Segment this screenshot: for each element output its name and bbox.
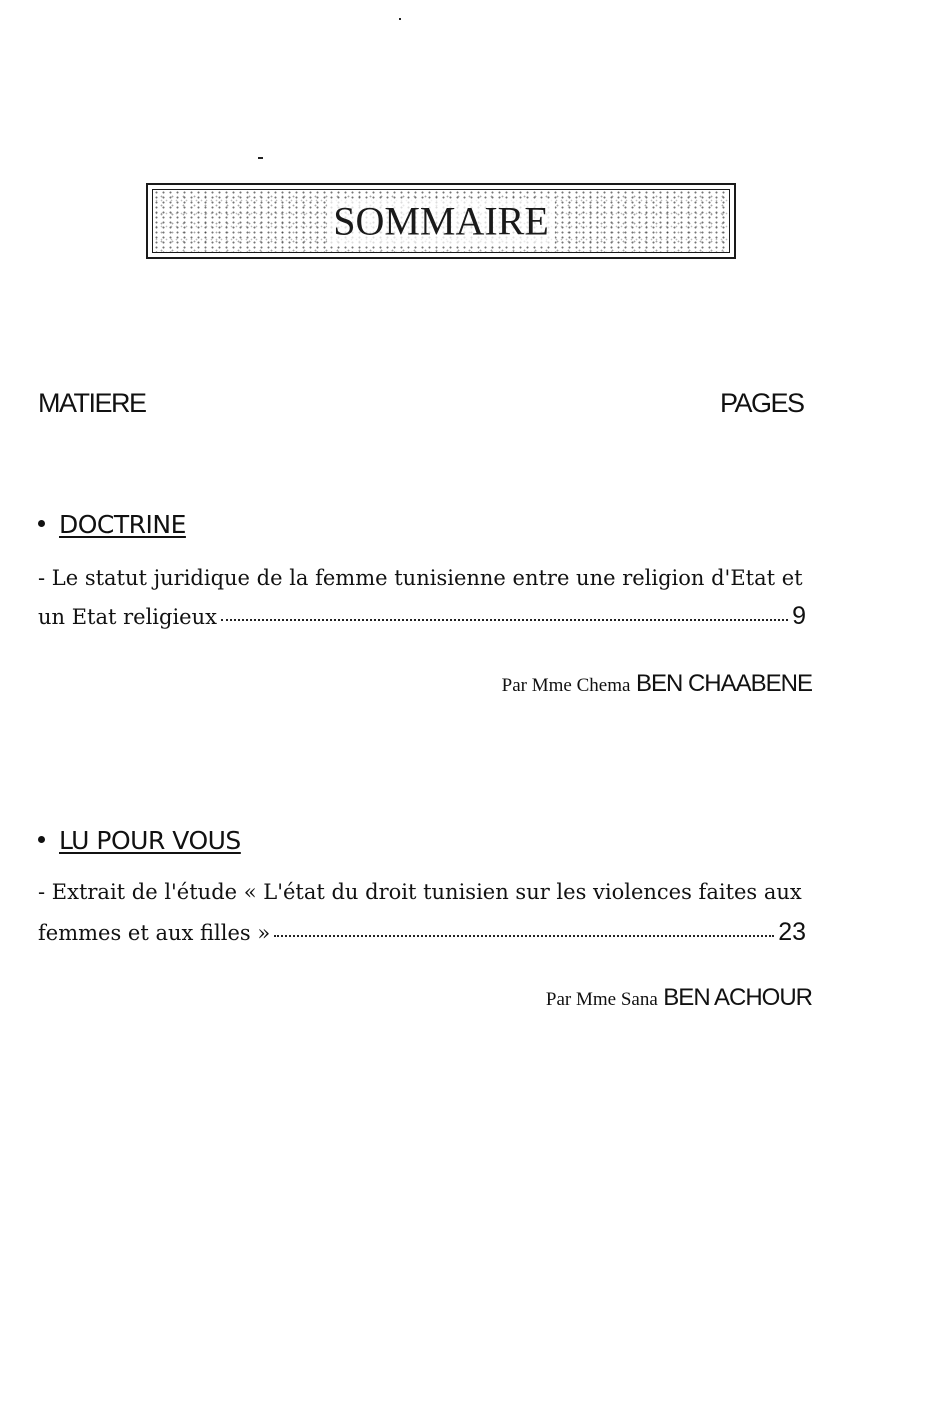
- page-title: [153, 198, 729, 245]
- section-label: DOCTRINE: [59, 510, 186, 539]
- author-name: BEN ACHOUR: [663, 984, 812, 1011]
- entry-title-line-2: femmes et aux filles »: [38, 921, 271, 945]
- column-header-pages: PAGES: [720, 388, 804, 418]
- entry-title-line-1: - Extrait de l'étude « L'état du droit tunisien sur les violences faites aux: [38, 880, 802, 904]
- scan-speck: [399, 18, 401, 20]
- author-prefix: Par Mme Sana: [545, 989, 658, 1010]
- toc-entry-row: [38, 918, 806, 947]
- author-name: BEN CHAABENE: [635, 670, 812, 697]
- bullet-icon: [38, 836, 45, 843]
- bullet-icon: [38, 520, 45, 527]
- entry-page-number: 9: [792, 602, 806, 630]
- title-inner-border: [152, 189, 730, 253]
- column-header-matiere: MATIERE: [38, 388, 146, 418]
- entry-page-number: 23: [778, 918, 806, 946]
- entry-title-line-2: un Etat religieux: [38, 605, 217, 629]
- dot-leader: [274, 934, 774, 937]
- section-heading-lu-pour-vous: [38, 826, 241, 855]
- dot-leader: [221, 618, 788, 621]
- title-frame: [146, 183, 736, 259]
- entry-author: [546, 984, 812, 1012]
- scan-speck: [258, 157, 263, 159]
- author-prefix: Par Mme Chema: [501, 675, 631, 696]
- section-heading-doctrine: [38, 510, 186, 539]
- section-label: LU POUR VOUS: [59, 826, 241, 855]
- toc-entry-row: [38, 602, 806, 631]
- entry-title-line-1: - Le statut juridique de la femme tunisienne entre une religion d'Etat et: [38, 566, 803, 590]
- entry-author: [502, 670, 812, 698]
- page-title-text: SOMMAIRE: [327, 199, 555, 244]
